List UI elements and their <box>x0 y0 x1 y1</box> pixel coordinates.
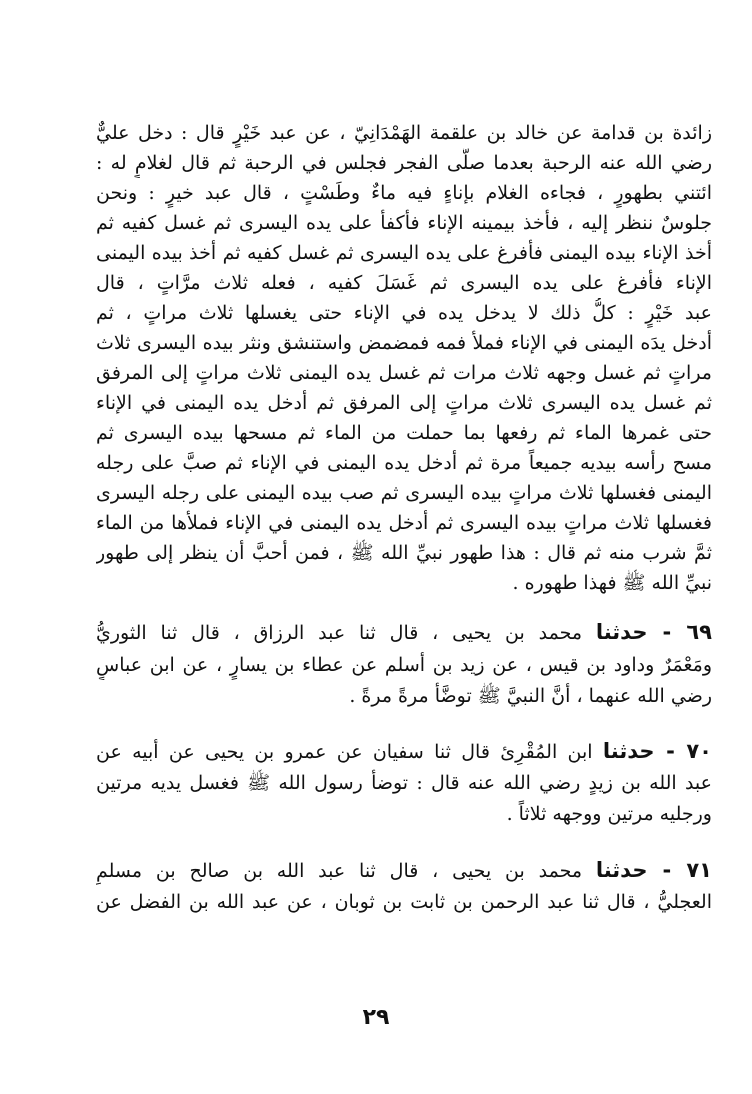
text-line: اليمنى فغسلها ثلاث مراتٍ بيده اليسرى ثم صب بيده اليمنى على رجله اليسرى <box>96 482 712 504</box>
page-number: ٢٩ <box>362 1005 390 1030</box>
text-line: عبد خَيْرٍ : كلُّ ذلك لا يدخل يده في الإناء حتى يغسلها ثلاث مراتٍ ، ثم <box>96 302 712 324</box>
text-line: جلوسٌ ننظر إليه ، فأخذ بيمينه الإناء فأكفأ على يده اليسرى ثم غسل كفيه ثم <box>96 212 712 234</box>
hadith-70-number: ٧٠ - حدثنا <box>602 739 712 763</box>
hadith-70-first-line <box>96 736 712 766</box>
text-line: ورجليه مرتين ووجهه ثلاثاً . <box>506 803 712 825</box>
text-line: ثمَّ شرب منه ثم قال : هذا طهور نبيِّ الله ﷺ ، فمن أحبَّ أن ينظر إلى طهور <box>96 542 712 564</box>
text-line: مسح رأسه بيديه جميعاً مرة ثم أدخل يده اليمنى في الإناء ثم صبَّ على رجله <box>96 452 712 474</box>
hadith-69-number: ٦٩ - حدثنا <box>595 620 712 644</box>
text-line: زائدة بن قدامة عن خالد بن علقمة الهَمْدَانِيّ ، عن عبد خَيْرٍ قال : دخل عليٌّ <box>96 122 712 144</box>
text-line: نبيِّ الله ﷺ فهذا طهوره . <box>512 572 712 594</box>
text-line: رضي الله عنه الرحبة بعدما صلَّى الفجر فجلس في الرحبة ثم قال لغلامٍ له : <box>96 152 712 174</box>
hadith-69-first-line <box>96 617 712 647</box>
text-line: أخذ الإناء بيده اليمنى فأفرغ على يده اليسرى ثم غسل كفيه ثم أخذ بيده اليمنى <box>96 242 712 264</box>
text-line: ائتني بطهورٍ ، فجاءه الغلام بإناءٍ فيه ماءٌ وطَسْتٍ ، قال عبد خيرٍ : ونحن <box>96 182 712 204</box>
hadith-71-number: ٧١ - حدثنا <box>595 858 712 882</box>
hadith-70-text: ابن المُقْرِئ قال ثنا سفيان عن عمرو بن يحيى عن أبيه عن <box>96 741 593 763</box>
text-line: ومَعْمَرٌ وداود بن قيس ، عن زيد بن أسلم عن عطاء بن يسارٍ ، عن ابن عباسٍ <box>96 654 712 676</box>
text-line: أدخل يدَه اليمنى في الإناء فملأ فمه فمضمض واستنشق ونثر بيده اليسرى ثلاث <box>96 332 712 354</box>
text-line: رضي الله عنهما ، أنَّ النبيَّ ﷺ توضَّأ مرةً مرةً . <box>349 685 712 707</box>
text-line: حتى غمرها الماء ثم رفعها بما حملت من الماء ثم مسحها بيده اليسرى ثم <box>96 422 712 444</box>
text-line: ثم غسل يده اليسرى ثلاث مراتٍ إلى المرفق ثم أدخل يده اليمنى في الإناء <box>96 392 712 414</box>
text-line: العجليُّ ، قال ثنا عبد الرحمن بن ثابت بن ثوبان ، عن عبد الله بن الفضل عن <box>96 891 712 913</box>
text-line: مراتٍ ثم غسل وجهه ثلاث مرات ثم غسل يده اليمنى ثلاث مراتٍ إلى المرفق <box>96 362 712 384</box>
hadith-71-text: محمد بن يحيى ، قال ثنا عبد الله بن صالح بن مسلمٍ <box>96 860 583 882</box>
hadith-69-text: محمد بن يحيى ، قال ثنا عبد الرزاق ، قال ثنا الثوريُّ <box>96 622 583 644</box>
text-line: الإناء فأفرغ على يده اليسرى ثم غَسَلَ كفيه ، فعله ثلاث مرَّاتٍ ، قال <box>96 272 712 294</box>
hadith-71-first-line <box>96 855 712 885</box>
text-line: فغسلها ثلاث مراتٍ بيده اليسرى ثم أدخل يده اليمنى في الإناء فملأها من الماء <box>96 512 712 534</box>
text-line: عبد الله بن زيدٍ رضي الله عنه قال : توضأ رسول الله ﷺ فغسل يديه مرتين <box>96 772 712 794</box>
